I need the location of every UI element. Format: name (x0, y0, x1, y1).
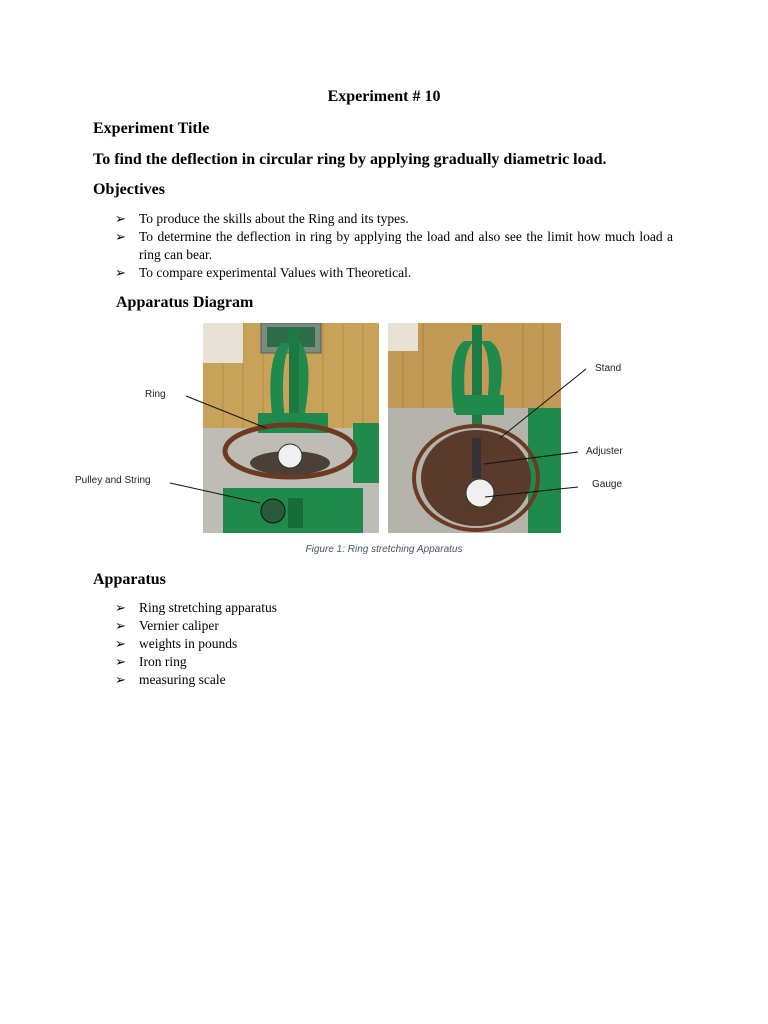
arrow-bullet-icon: ➢ (115, 636, 126, 651)
objectives-heading: Objectives (93, 181, 165, 198)
arrow-bullet-icon: ➢ (115, 618, 126, 633)
experiment-number: Experiment # 10 (327, 88, 441, 105)
label-ring: Ring (145, 389, 166, 400)
list-item: ➢ Vernier caliper (115, 618, 219, 633)
arrow-bullet-icon: ➢ (115, 211, 126, 226)
apparatus-list (93, 599, 673, 689)
list-item: ➢ To produce the skills about the Ring and its types. (115, 211, 409, 226)
figure-caption: Figure 1: Ring stretching Apparatus (305, 544, 463, 555)
list-item: ➢ Iron ring (115, 654, 187, 669)
diagram-heading: Apparatus Diagram (116, 294, 254, 311)
label-gauge: Gauge (592, 479, 623, 490)
arrow-bullet-icon: ➢ (115, 672, 126, 687)
title-text: To find the deflection in circular ring by applying gradually diametric load. (93, 151, 607, 168)
title-heading: Experiment Title (93, 120, 210, 137)
list-item: ➢ weights in pounds (115, 636, 238, 651)
arrow-bullet-icon: ➢ (115, 600, 126, 615)
arrow-bullet-icon: ➢ (115, 654, 126, 669)
list-item: ➢ Ring stretching apparatus (115, 600, 277, 615)
arrow-bullet-icon: ➢ (115, 229, 126, 244)
arrow-bullet-icon: ➢ (115, 265, 126, 280)
list-item: ➢ To determine the deflection in ring by applying the load and also see the limit how much load a ring can bear. (115, 229, 673, 262)
list-item: ➢ To compare experimental Values with Theoretical. (115, 265, 412, 280)
label-stand: Stand (595, 363, 622, 374)
list-item: ➢ measuring scale (115, 672, 226, 687)
apparatus-heading: Apparatus (93, 571, 166, 588)
label-pulley-and-string: Pulley and String (75, 475, 151, 486)
label-adjuster: Adjuster (586, 446, 623, 457)
